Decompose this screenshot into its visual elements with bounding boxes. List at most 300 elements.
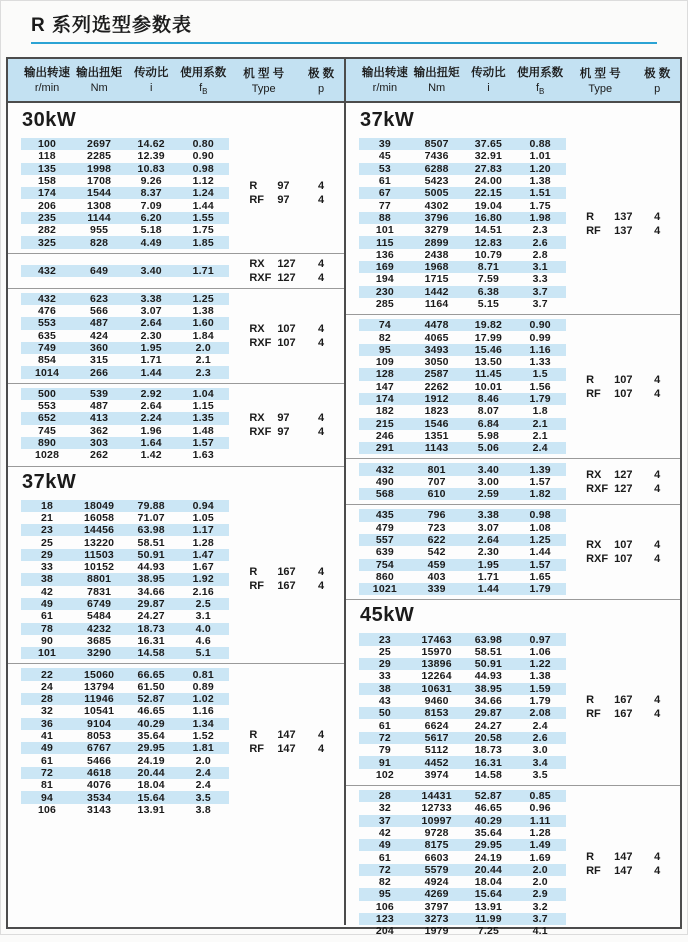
type-series: R — [249, 729, 258, 742]
type-column — [229, 180, 344, 206]
data-rows — [359, 790, 566, 938]
table-row — [21, 317, 229, 329]
col-service-factor: 0.81 — [192, 668, 214, 681]
col-output-torque: 5112 — [424, 744, 449, 757]
col-ratio: 44.93 — [474, 670, 503, 683]
col-output-speed: 500 — [37, 387, 57, 400]
col-service-factor: 1.25 — [529, 534, 551, 547]
type-size: 147 — [277, 729, 296, 742]
header-column-2 — [125, 64, 177, 96]
col-output-speed: 72 — [40, 766, 54, 779]
col-output-speed: 476 — [37, 305, 57, 318]
col-output-speed: 28 — [378, 790, 391, 803]
col-service-factor: 4.1 — [532, 925, 548, 938]
col-service-factor: 0.90 — [192, 150, 214, 163]
col-output-speed: 37 — [378, 814, 391, 827]
table-row — [359, 670, 566, 682]
table-row — [359, 901, 566, 913]
col-service-factor: 3.0 — [532, 744, 548, 757]
table-row — [359, 925, 566, 937]
table-row — [359, 744, 566, 756]
col-output-torque: 8053 — [87, 730, 112, 743]
col-output-speed: 67 — [378, 187, 391, 200]
table-row — [21, 804, 229, 816]
col-ratio: 10.83 — [137, 162, 165, 175]
table-row — [359, 769, 566, 781]
col-ratio: 1.44 — [140, 366, 162, 379]
gear-type-block — [346, 134, 680, 314]
col-ratio: 3.07 — [140, 305, 162, 318]
col-ratio: 5.18 — [140, 224, 162, 237]
col-service-factor: 1.33 — [529, 356, 551, 369]
col-output-speed: 72 — [378, 731, 391, 744]
col-service-factor: 2.6 — [532, 731, 548, 744]
col-output-speed: 115 — [376, 236, 394, 249]
table-row — [21, 647, 229, 659]
type-name — [229, 743, 298, 755]
col-output-torque: 9460 — [424, 695, 449, 708]
table-row — [359, 356, 566, 368]
type-series: RXF — [249, 271, 272, 284]
col-output-torque: 362 — [90, 424, 109, 437]
col-output-torque: 9728 — [424, 826, 449, 839]
col-output-speed: 557 — [375, 534, 394, 547]
type-size: 97 — [277, 425, 290, 438]
type-size: 137 — [614, 211, 633, 224]
col-service-factor: 1.5 — [532, 368, 548, 381]
pole-count: 4 — [318, 271, 325, 284]
table-row — [21, 561, 229, 573]
col-output-torque: 424 — [90, 329, 109, 342]
col-service-factor: 1.71 — [192, 264, 214, 277]
header-column-label: 输出转速 — [361, 66, 408, 79]
col-output-torque: 315 — [90, 354, 109, 367]
header-column-unit: p — [318, 83, 325, 95]
table-row — [21, 175, 229, 187]
col-ratio: 1.71 — [477, 570, 500, 583]
type-row — [566, 225, 680, 237]
type-series: RXF — [249, 425, 272, 438]
type-row — [566, 553, 680, 565]
col-output-torque: 3050 — [424, 356, 449, 369]
col-output-torque: 2697 — [87, 138, 112, 151]
col-ratio: 15.64 — [474, 888, 503, 901]
col-output-torque: 4232 — [87, 622, 112, 635]
col-output-speed: 106 — [37, 803, 57, 816]
table-row — [359, 430, 566, 442]
col-output-torque: 7831 — [87, 585, 112, 598]
col-output-torque: 1715 — [424, 273, 449, 286]
col-output-torque: 360 — [90, 342, 109, 354]
col-output-speed: 79 — [378, 744, 391, 757]
col-service-factor: 3.7 — [532, 285, 548, 298]
type-series: RF — [249, 194, 264, 207]
col-output-speed: 194 — [375, 273, 394, 286]
col-output-torque: 17463 — [421, 633, 452, 646]
col-ratio: 27.83 — [474, 162, 503, 175]
col-output-torque: 7436 — [424, 150, 449, 163]
header-column-unit: p — [654, 83, 661, 95]
type-column — [566, 374, 680, 400]
table-left-column — [8, 103, 344, 925]
type-column — [566, 211, 680, 237]
type-series: RX — [586, 468, 602, 481]
col-service-factor: 2.0 — [195, 754, 211, 767]
col-output-speed: 23 — [40, 524, 54, 537]
gear-type-block — [346, 458, 680, 504]
col-ratio: 5.98 — [477, 429, 500, 442]
col-output-torque: 2262 — [424, 380, 449, 393]
type-series: RF — [249, 743, 264, 756]
pole-count: 4 — [654, 468, 661, 481]
type-row — [229, 729, 344, 741]
col-ratio: 14.58 — [137, 647, 165, 660]
header-column-unit: $f_B$ — [535, 81, 545, 97]
type-series: RX — [249, 411, 265, 424]
col-ratio: 13.91 — [137, 803, 165, 816]
type-row — [229, 412, 344, 424]
header-column-unit: Type — [251, 83, 276, 95]
header-column-unit: i — [149, 81, 153, 94]
table-row — [359, 344, 566, 356]
col-output-torque: 5005 — [424, 187, 449, 200]
table-row — [21, 779, 229, 791]
header-column-3 — [177, 64, 229, 96]
header-column-unit: r/min — [34, 81, 60, 94]
col-output-speed: 81 — [40, 779, 54, 792]
pole-count: 4 — [654, 482, 661, 495]
type-size: 107 — [277, 336, 296, 349]
col-ratio: 44.93 — [137, 561, 165, 574]
col-service-factor: 1.59 — [529, 682, 551, 695]
type-series: RF — [586, 864, 601, 877]
col-output-speed: 106 — [375, 900, 394, 913]
table-row — [21, 449, 229, 461]
pole-count: 4 — [318, 425, 325, 438]
col-output-speed: 53 — [378, 162, 391, 175]
col-output-speed: 860 — [375, 570, 394, 583]
col-service-factor: 1.65 — [529, 570, 551, 583]
col-service-factor: 1.69 — [529, 851, 551, 864]
col-ratio: 2.64 — [140, 317, 162, 330]
col-ratio: 11.45 — [475, 368, 502, 381]
table-row — [21, 265, 229, 277]
col-ratio: 6.20 — [140, 211, 162, 224]
col-output-speed: 1021 — [372, 583, 397, 596]
col-ratio: 19.82 — [474, 319, 503, 332]
col-service-factor: 1.02 — [192, 693, 214, 706]
table-row — [359, 522, 566, 534]
col-service-factor: 1.57 — [529, 475, 551, 488]
col-ratio: 16.31 — [474, 756, 503, 769]
pole-count: 4 — [654, 864, 661, 877]
col-ratio: 29.87 — [474, 707, 503, 720]
col-service-factor: 0.98 — [192, 162, 214, 175]
col-output-torque: 610 — [427, 488, 446, 501]
type-column — [229, 566, 344, 592]
type-series: RF — [586, 708, 601, 721]
header-column-2 — [463, 64, 515, 96]
col-output-torque: 339 — [427, 583, 446, 596]
col-output-torque: 2285 — [87, 150, 112, 163]
type-size: 147 — [277, 743, 296, 756]
table-row — [21, 224, 229, 236]
col-output-speed: 49 — [40, 598, 54, 611]
table-row — [21, 437, 229, 449]
type-name — [229, 729, 298, 741]
col-output-torque: 8801 — [87, 573, 112, 586]
col-output-torque: 15060 — [84, 668, 115, 681]
type-row — [229, 180, 344, 192]
type-name — [566, 539, 634, 551]
table-row — [359, 534, 566, 546]
col-output-torque: 539 — [90, 387, 109, 400]
col-output-torque: 5617 — [424, 731, 449, 744]
col-service-factor: 2.8 — [532, 248, 548, 261]
power-rating-heading: 37kW — [360, 109, 415, 131]
col-output-torque: 4269 — [424, 888, 449, 901]
header-column-3 — [514, 64, 566, 96]
table-row — [359, 732, 566, 744]
col-output-speed: 36 — [40, 717, 54, 730]
col-output-torque: 5579 — [424, 863, 449, 876]
type-series: R — [586, 211, 595, 224]
col-service-factor: 1.47 — [192, 548, 214, 561]
col-ratio: 46.65 — [474, 802, 503, 815]
col-output-speed: 38 — [378, 682, 391, 695]
gear-type-block — [8, 383, 344, 466]
col-output-speed: 745 — [37, 424, 57, 437]
col-service-factor: 1.98 — [529, 211, 551, 224]
power-section — [8, 109, 344, 466]
table-row — [21, 425, 229, 437]
col-ratio: 14.62 — [137, 138, 165, 151]
col-ratio: 14.51 — [474, 224, 503, 237]
type-row — [229, 337, 344, 349]
col-service-factor: 0.88 — [529, 138, 551, 151]
col-ratio: 18.73 — [474, 744, 503, 757]
col-service-factor: 2.0 — [195, 342, 211, 354]
col-output-torque: 4452 — [424, 756, 449, 769]
col-output-speed: 61 — [378, 719, 391, 732]
col-ratio: 12.39 — [137, 150, 165, 163]
col-service-factor: 1.75 — [529, 199, 551, 212]
col-output-torque: 6767 — [87, 742, 112, 755]
col-output-speed: 32 — [40, 705, 54, 718]
col-output-speed: 135 — [37, 162, 57, 175]
col-output-torque: 955 — [90, 224, 109, 237]
col-service-factor: 3.8 — [195, 803, 211, 816]
col-ratio: 7.09 — [140, 199, 162, 212]
pole-count: 4 — [318, 743, 325, 756]
col-ratio: 37.65 — [474, 138, 503, 151]
col-service-factor: 1.44 — [192, 199, 214, 212]
col-output-torque: 801 — [427, 463, 446, 476]
col-service-factor: 1.85 — [192, 236, 214, 249]
table-row — [359, 646, 566, 658]
table-row — [359, 298, 566, 310]
type-name — [229, 426, 298, 438]
col-ratio: 2.64 — [477, 534, 500, 547]
col-service-factor: 1.11 — [529, 814, 551, 827]
col-output-torque: 18049 — [84, 499, 115, 512]
col-output-speed: 123 — [375, 913, 394, 926]
col-ratio: 1.44 — [477, 583, 500, 596]
col-ratio: 1.71 — [140, 354, 162, 367]
col-ratio: 15.46 — [474, 343, 503, 356]
header-value-columns — [21, 64, 229, 96]
col-ratio: 12.83 — [474, 236, 503, 249]
table-row — [359, 368, 566, 380]
col-ratio: 29.95 — [137, 742, 165, 755]
type-series: RXF — [586, 482, 609, 495]
type-size: 127 — [614, 482, 633, 495]
table-row — [359, 683, 566, 695]
col-output-speed: 61 — [378, 175, 391, 188]
col-output-torque: 6749 — [87, 598, 112, 611]
col-output-torque: 10541 — [84, 705, 115, 718]
col-output-speed: 25 — [40, 536, 54, 549]
table-row — [359, 138, 566, 150]
table-header — [8, 59, 680, 103]
col-service-factor: 2.6 — [532, 236, 548, 249]
col-ratio: 52.87 — [474, 790, 503, 803]
pole-count: 4 — [318, 180, 325, 193]
table-row — [21, 138, 229, 150]
col-output-speed: 22 — [40, 668, 54, 681]
col-ratio: 40.29 — [474, 814, 503, 827]
table-row — [359, 546, 566, 558]
table-row — [359, 695, 566, 707]
col-ratio: 50.91 — [137, 548, 165, 561]
col-ratio: 1.95 — [140, 342, 162, 354]
col-output-torque: 828 — [90, 236, 109, 249]
table-row — [359, 851, 566, 863]
col-output-speed: 854 — [37, 354, 57, 367]
col-ratio: 9.26 — [140, 175, 162, 188]
col-output-torque: 12733 — [421, 802, 452, 815]
table-body — [8, 103, 680, 938]
col-output-speed: 39 — [378, 138, 391, 151]
col-output-torque: 707 — [427, 475, 446, 488]
table-row — [359, 571, 566, 583]
table-row — [21, 586, 229, 598]
table-row — [21, 524, 229, 536]
table-row — [359, 658, 566, 670]
col-service-factor: 1.49 — [529, 839, 551, 852]
table-row — [21, 330, 229, 342]
header-column-unit: $f_B$ — [199, 81, 208, 97]
table-row — [359, 463, 566, 475]
col-ratio: 34.66 — [474, 695, 503, 708]
pole-count: 4 — [654, 694, 661, 707]
col-output-speed: 29 — [378, 658, 391, 671]
table-row — [21, 693, 229, 705]
table-row — [21, 236, 229, 248]
col-output-torque: 8153 — [424, 707, 449, 720]
table-row — [21, 767, 229, 779]
col-output-torque: 542 — [427, 546, 446, 559]
type-series: RF — [586, 225, 601, 238]
col-output-torque: 649 — [90, 264, 109, 277]
col-output-torque: 13220 — [84, 536, 115, 549]
type-row — [229, 743, 344, 755]
type-series: R — [249, 566, 258, 579]
col-output-speed: 553 — [37, 400, 57, 413]
type-name — [566, 553, 634, 565]
col-output-torque: 266 — [90, 366, 109, 379]
col-output-torque: 10152 — [84, 561, 115, 574]
col-output-torque: 3797 — [424, 900, 449, 913]
pole-count: 4 — [654, 211, 661, 224]
table-row — [21, 598, 229, 610]
col-ratio: 66.65 — [137, 668, 165, 681]
table-row — [359, 756, 566, 768]
type-row — [229, 194, 344, 206]
col-ratio: 20.58 — [474, 731, 503, 744]
header-column-poles — [298, 65, 344, 95]
col-output-speed: 38 — [40, 573, 54, 586]
col-service-factor: 1.17 — [192, 524, 214, 537]
col-service-factor: 2.1 — [195, 354, 211, 367]
type-name — [566, 225, 634, 237]
table-row — [21, 635, 229, 647]
col-output-speed: 49 — [40, 742, 54, 755]
type-name — [566, 851, 634, 863]
col-ratio: 29.87 — [137, 598, 165, 611]
col-output-torque: 6288 — [424, 162, 449, 175]
col-output-speed: 18 — [40, 499, 54, 512]
pole-count: 4 — [318, 336, 325, 349]
col-service-factor: 1.57 — [192, 437, 214, 450]
table-row — [359, 888, 566, 900]
col-service-factor: 1.35 — [192, 412, 214, 425]
type-row — [566, 694, 680, 706]
col-ratio: 2.30 — [477, 546, 500, 559]
table-row — [21, 187, 229, 199]
col-output-torque: 3143 — [87, 803, 112, 816]
power-section — [346, 109, 680, 599]
col-service-factor: 1.57 — [529, 558, 551, 571]
col-service-factor: 3.7 — [532, 913, 548, 926]
col-output-torque: 459 — [427, 558, 446, 571]
table-row — [359, 864, 566, 876]
col-service-factor: 2.0 — [532, 876, 548, 889]
data-rows — [359, 463, 566, 500]
col-output-speed: 33 — [40, 561, 54, 574]
col-service-factor: 1.39 — [529, 463, 551, 476]
table-row — [21, 623, 229, 635]
pole-count: 4 — [654, 225, 661, 238]
header-column-label: 传动比 — [133, 66, 169, 79]
col-service-factor: 1.79 — [529, 583, 551, 596]
type-name — [229, 323, 298, 335]
page-title: R 系列选型参数表 — [31, 15, 193, 36]
col-output-torque: 1442 — [424, 285, 449, 298]
col-service-factor: 1.92 — [192, 573, 214, 586]
col-output-speed: 479 — [375, 521, 394, 534]
col-ratio: 3.07 — [477, 521, 500, 534]
type-column — [229, 323, 344, 349]
col-ratio: 79.88 — [137, 499, 165, 512]
col-ratio: 18.04 — [474, 876, 503, 889]
col-output-torque: 3279 — [424, 224, 449, 237]
col-output-speed: 490 — [375, 475, 394, 488]
col-output-speed: 285 — [375, 298, 394, 310]
type-row — [566, 865, 680, 877]
col-ratio: 34.66 — [137, 585, 165, 598]
col-output-torque: 403 — [427, 570, 446, 583]
